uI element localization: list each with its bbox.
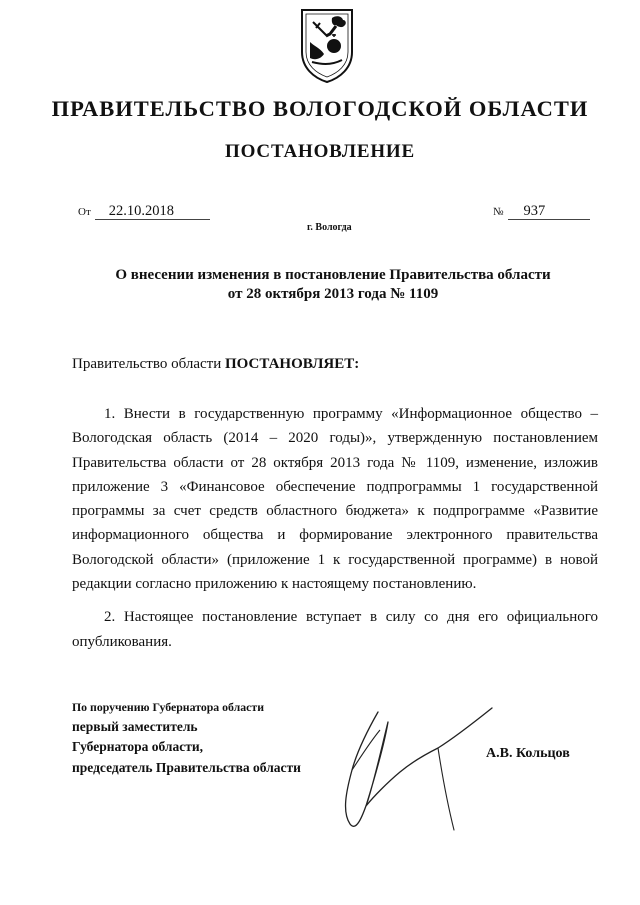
body-paragraph-1: 1. Внести в государственную программу «Информационное общество – Вологодская область (2014 – 2020 годы)», утвержденную постановлением Правительства области от 28 октября 2013 года № 1109, изменение, изложив приложение 3 «Финансовое обеспечение подпрограммы 1 государственной программы за счет средств областного бюджета» к подпрограмме «Развитие информационного общества и формирование электронного правительства Вологодской области» (приложение 1 к государственной программе) в новой редакции согласно приложению к настоящему постановлению. bbox=[72, 406, 598, 593]
signatory-line-4: председатель Правительства области bbox=[72, 759, 301, 775]
document-subject bbox=[90, 266, 576, 304]
signatory-name: А.В. Кольцов bbox=[486, 746, 570, 761]
signatory-line-2: первый заместитель bbox=[72, 719, 198, 735]
body-paragraph-2: 2. Настоящее постановление вступает в силу со дня его официального опубликования. bbox=[72, 609, 598, 650]
signatory-line-3: Губернатора области, bbox=[72, 739, 203, 755]
organization-title: ПРАВИТЕЛЬСТВО ВОЛОГОДСКОЙ ОБЛАСТИ bbox=[51, 96, 589, 121]
date-value: 22.10.2018 bbox=[95, 204, 210, 220]
number-field bbox=[493, 203, 590, 220]
city-label: г. Вологда bbox=[307, 222, 352, 233]
coat-of-arms-icon bbox=[296, 6, 358, 84]
preamble bbox=[72, 356, 359, 373]
handwritten-signature bbox=[330, 700, 510, 840]
date-field bbox=[78, 203, 210, 220]
date-prefix: От bbox=[78, 206, 91, 218]
number-value: 937 bbox=[508, 204, 590, 220]
preamble-decree-word: ПОСТАНОВЛЯЕТ: bbox=[224, 356, 360, 372]
preamble-text: Правительство области bbox=[72, 356, 222, 372]
subject-line-2: от 28 октября 2013 года № 1109 bbox=[227, 286, 439, 302]
number-prefix: № bbox=[493, 206, 504, 218]
signatory-line-1: По поручению Губернатора области bbox=[72, 700, 264, 714]
document-body bbox=[72, 402, 598, 654]
signatory-title bbox=[72, 697, 301, 778]
subject-line-1: О внесении изменения в постановление Правительства области bbox=[115, 267, 551, 283]
document-type: ПОСТАНОВЛЕНИЕ bbox=[225, 141, 415, 162]
